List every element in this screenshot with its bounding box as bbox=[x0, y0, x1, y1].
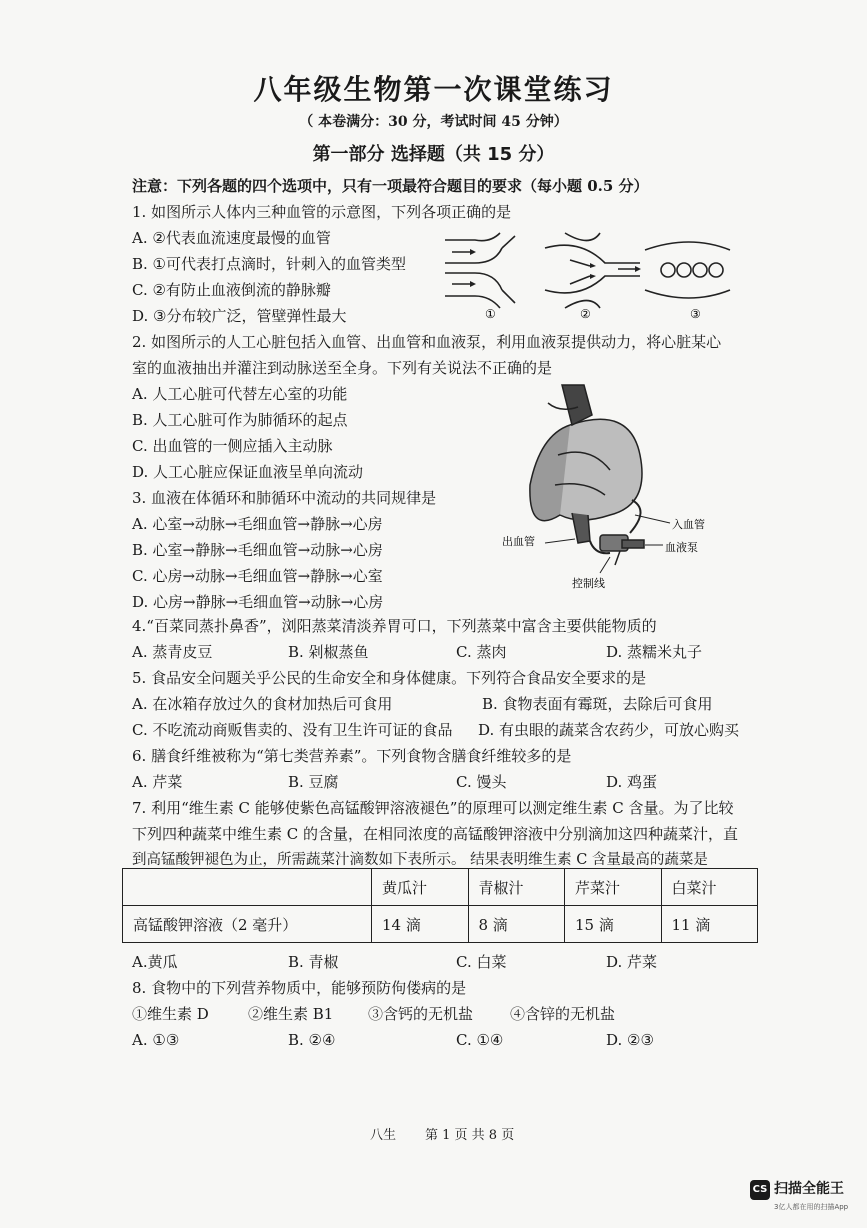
table-header-cell: 芹菜汁 bbox=[565, 869, 662, 906]
table-cell: 14 滴 bbox=[372, 906, 469, 943]
q8-option-b: B. ②④ bbox=[288, 1031, 336, 1049]
table-header-cell: 白菜汁 bbox=[661, 869, 758, 906]
fig-label-1: ① bbox=[485, 307, 496, 321]
q7-table bbox=[122, 868, 758, 943]
q1-option-a: A. ②代表血流速度最慢的血管 bbox=[132, 229, 331, 247]
q1-option-b: B. ①可代表打点滴时，针刺入的血管类型 bbox=[132, 255, 407, 273]
q1-option-d: D. ③分布较广泛，管壁弹性最大 bbox=[132, 307, 347, 325]
q7-option-a: A.黄瓜 bbox=[132, 953, 178, 971]
page-title: 八年级生物第一次课堂练习 bbox=[253, 73, 614, 106]
q3-option-d: D. 心房→静脉→毛细血管→动脉→心房 bbox=[132, 593, 384, 611]
q2-option-b: B. 人工心脏可作为肺循环的起点 bbox=[132, 411, 348, 429]
q7-stem-line2: 下列四种蔬菜中维生素 C 的含量，在相同浓度的高锰酸钾溶液中分别滴加这四种蔬菜汁，直 bbox=[132, 825, 739, 843]
q4-option-a: A. 蒸青皮豆 bbox=[132, 643, 213, 661]
table-header-row bbox=[123, 869, 758, 906]
q5-option-a: A. 在冰箱存放过久的食材加热后可食用 bbox=[132, 695, 393, 713]
table-cell: 11 滴 bbox=[661, 906, 758, 943]
q8-item-4: ④含锌的无机盐 bbox=[510, 1005, 616, 1023]
q7-stem-line1: 7. 利用“维生素 C 能够使紫色高锰酸钾溶液褪色”的原理可以测定维生素 C 含量。为了比较 bbox=[132, 799, 734, 817]
q4-option-c: C. 蒸肉 bbox=[456, 643, 507, 661]
footer-page-number: 第 1 页 共 8 页 bbox=[425, 1128, 515, 1143]
page-subtitle: （ 本卷满分：30 分，考试时间 45 分钟） bbox=[299, 114, 568, 130]
q8-item-2: ②维生素 B1 bbox=[248, 1005, 334, 1023]
q5-stem: 5. 食品安全问题关乎公民的生命安全和身体健康。下列符合食品安全要求的是 bbox=[132, 669, 647, 687]
table-row-label: 高锰酸钾溶液（2 毫升） bbox=[123, 906, 372, 943]
q7-stem-line3: 到高锰酸钾褪色为止，所需蔬菜汁滴数如下表所示。 结果表明维生素 C 含量最高的蔬菜是 bbox=[132, 852, 708, 868]
fig-label-inflow: 入血管 bbox=[672, 518, 705, 531]
q6-option-a: A. 芹菜 bbox=[132, 773, 183, 791]
table-cell: 15 滴 bbox=[565, 906, 662, 943]
q8-item-3: ③含钙的无机盐 bbox=[368, 1005, 474, 1023]
q3-option-a: A. 心室→动脉→毛细血管→静脉→心房 bbox=[132, 515, 383, 533]
q1-stem: 1. 如图所示人体内三种血管的示意图，下列各项正确的是 bbox=[132, 203, 512, 221]
table-row bbox=[123, 906, 758, 943]
q6-option-c: C. 馒头 bbox=[456, 773, 507, 791]
q8-stem: 8. 食物中的下列营养物质中，能够预防佝偻病的是 bbox=[132, 979, 467, 997]
q8-option-c: C. ①④ bbox=[456, 1031, 504, 1049]
q5-option-c: C. 不吃流动商贩售卖的、没有卫生许可证的食品 bbox=[132, 721, 453, 739]
q2-stem-line2: 室的血液抽出并灌注到动脉送至全身。下列有关说法不正确的是 bbox=[132, 359, 553, 377]
table-header-cell: 青椒汁 bbox=[468, 869, 565, 906]
table-header-cell: 黄瓜汁 bbox=[372, 869, 469, 906]
q7-option-c: C. 白菜 bbox=[456, 953, 507, 971]
artificial-heart-figure bbox=[500, 385, 730, 595]
q3-option-c: C. 心房→动脉→毛细血管→静脉→心室 bbox=[132, 567, 383, 585]
blood-vessel-figure bbox=[440, 228, 740, 328]
q4-stem: 4.“百菜同蒸扑鼻香”，浏阳蒸菜清淡养胃可口，下列蒸菜中富含主要供能物质的 bbox=[132, 617, 657, 635]
q4-option-d: D. 蒸糯米丸子 bbox=[606, 643, 703, 661]
table-cell: 8 滴 bbox=[468, 906, 565, 943]
scanner-tagline: 3亿人都在用的扫描App bbox=[774, 1203, 849, 1211]
footer-subject: 八生 bbox=[370, 1128, 397, 1143]
q2-option-c: C. 出血管的一侧应插入主动脉 bbox=[132, 437, 333, 455]
q8-item-1: ①维生素 D bbox=[132, 1005, 209, 1023]
scanner-brand: 扫描全能王 bbox=[774, 1181, 844, 1197]
q7-option-d: D. 芹菜 bbox=[606, 953, 658, 971]
q8-option-d: D. ②③ bbox=[606, 1031, 654, 1049]
q2-option-d: D. 人工心脏应保证血液呈单向流动 bbox=[132, 463, 364, 481]
scanner-logo-icon: CS bbox=[750, 1180, 770, 1200]
fig-label-control: 控制线 bbox=[572, 577, 605, 590]
instructions-note: 注意：下列各题的四个选项中，只有一项最符合题目的要求（每小题 0.5 分） bbox=[132, 177, 649, 195]
fig-label-pump: 血液泵 bbox=[665, 541, 698, 554]
q4-option-b: B. 剁椒蒸鱼 bbox=[288, 643, 369, 661]
table-header-cell bbox=[123, 869, 372, 906]
q8-option-a: A. ①③ bbox=[132, 1031, 180, 1049]
q5-option-d: D. 有虫眼的蔬菜含农药少，可放心购买 bbox=[478, 721, 740, 739]
fig-label-3: ③ bbox=[690, 307, 701, 321]
q1-option-c: C. ②有防止血液倒流的静脉瓣 bbox=[132, 281, 331, 299]
q6-stem: 6. 膳食纤维被称为“第七类营养素”。下列食物含膳食纤维较多的是 bbox=[132, 747, 572, 765]
q3-stem: 3. 血液在体循环和肺循环中流动的共同规律是 bbox=[132, 489, 437, 507]
q5-option-b: B. 食物表面有霉斑，去除后可食用 bbox=[482, 695, 713, 713]
q2-option-a: A. 人工心脏可代替左心室的功能 bbox=[132, 385, 348, 403]
q6-option-b: B. 豆腐 bbox=[288, 773, 339, 791]
q7-option-b: B. 青椒 bbox=[288, 953, 339, 971]
fig-label-2: ② bbox=[580, 307, 591, 321]
q6-option-d: D. 鸡蛋 bbox=[606, 773, 658, 791]
section-heading: 第一部分 选择题（共 15 分） bbox=[312, 144, 555, 165]
q3-option-b: B. 心室→静脉→毛细血管→动脉→心房 bbox=[132, 541, 383, 559]
fig-label-outflow: 出血管 bbox=[502, 535, 535, 548]
q2-stem-line1: 2. 如图所示的人工心脏包括入血管、出血管和血液泵，利用血液泵提供动力，将心脏某心 bbox=[132, 333, 722, 351]
